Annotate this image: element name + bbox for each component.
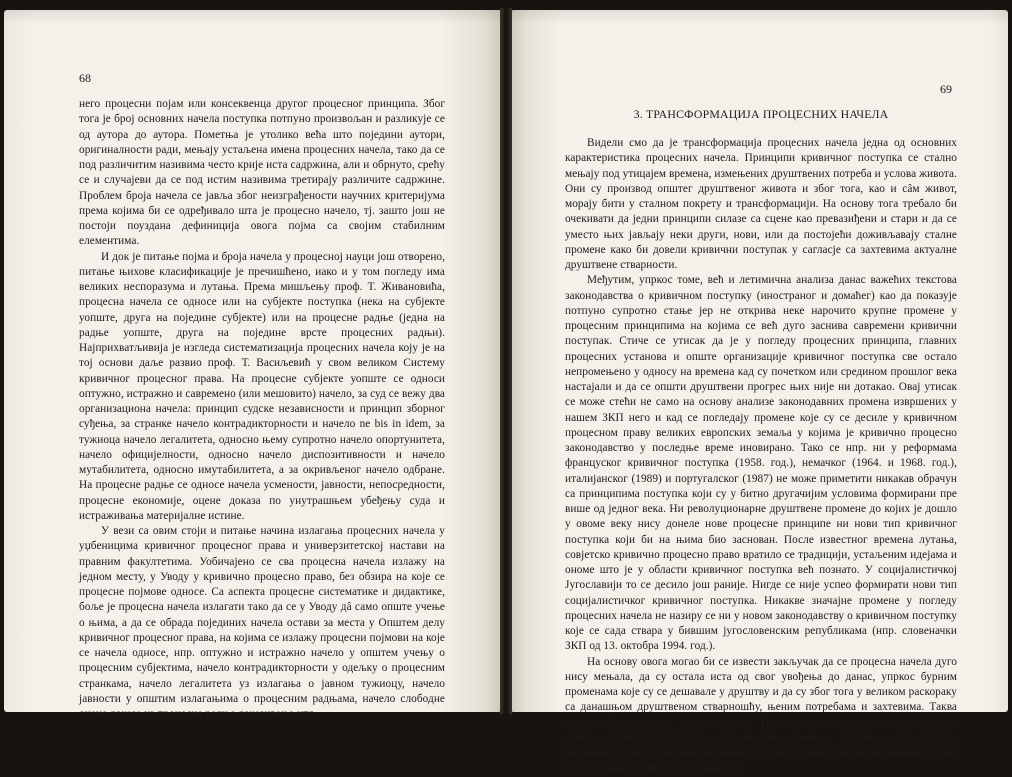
page-edge-shadow (512, 10, 1008, 24)
page-number: 68 (79, 71, 91, 85)
right-page (512, 10, 1008, 775)
left-page-body (79, 97, 445, 722)
right-page-body (565, 136, 957, 777)
paragraph: Видели смо да је трансформација процесних начела једна од основних карактеристика процесних начела. Принципи кривичног поступка се стално мењају под утицајем времена, измењених друштвених потреба и услова живота. Они су производ општег друштвеног живота и због тога, као и сâм живот, морају бити у сталном покрету и трансформацији. На основу тога требало би очекивати да једни принципи силазе са сцене као превазиђени и стари и да се уместо њих јављају неки други, нови, или да постојећи доживљавају сталне промене како би довели кривични поступак у сагласје са захтевима актуалне друштвене стварности. (565, 137, 957, 271)
left-page (4, 10, 500, 720)
page-edge-shadow (4, 10, 500, 24)
page-number: 69 (940, 82, 952, 96)
paragraph: На основу овога могао би се извести закључак да се процесна начела дуго нису мењала, да су остала иста од свог увођења до данас, упркос бурним променама које су се дешавале у друштву и да су због тога у великом раскораку са данашњом друштвеном стварношћу, њеним потребама и захтевима. Таква оцена, међутим, није потпуно тачна. Пажљивија анализа показује да су се начела кривичног поступка и без икаквих измена у законима, ипак стално, постепено и често неприметно мењала и тако прилагођавала савременом стању и потребама друштва. Чак и она нај- (565, 655, 957, 775)
paragraph: У вези са овим стоји и питање начина излагања процесних начела у уџбеницима кривичног процесног права и универзитетској настави на правним факултетима. Уобичајено се сва процесна начела излажу на једном месту, у Уводу у кривично процесно право, без обзира на које се процесне појмове односе. Са аспекта процесне систематике и дидактике, боље је процесна начела излагати тако да се у Уводу дâ само опште учење о њима, а да се обрада појединих начела остави за места у Општем делу кривичног процесног права, на којима се излажу процесни појмови на које се начела односе, нпр. оптужно и истражно начело у општем учењу о процесним субјектима, начело контрадикторности у одељку о процесним странкама, начело легалитета уз излагања о јавном тужиоцу, начело јавности у општим излагањима о процесним радњама, начело слободне оцене доказа уз процесне радње доказивања итд. (79, 525, 445, 720)
book-gutter (500, 8, 512, 714)
paragraph: Међутим, упркос томе, већ и летимична анализа данас важећих текстова законодавства о кривичном поступку (иностраног и домаћег) као да показује потпуно супротно стање јер не открива неке нарочито крупне промене у процесним принципима на којима се већ дуго заснива савремени кривични поступак. Стиче се утисак да је у погледу процесних принципа, главних процесних установа и опште организације кривичног поступка све остало непромењено у односу на времена кад су почетком или средином прошлог века настајали и да се општи друштвени прогрес њих није ни дотакао. Овај утисак се може стећи не само на основу анализе законодавних промена извршених у нашем ЗКП него и кад се погледају промене које су се десиле у кривичном процесном праву великих европских земаља у којима је кривично процесно законодавство у последње време иновирано. Тако се нпр. ни у реформама француског кривичног поступка (1958. год.), немачког (1964. и 1968. год.), италијанског (1989) и португалског (1987) не може приметити никакав обрачун са принципима поступка који су у битно другачијим условима формирани пре више од једног века. Ни револуционарне друштвене промене до којих је дошло у овоме веку нису донеле нове процесне принципе ни нови тип кривичног поступка који би на њима био заснован. После известног времена лутања, совјетско кривично процесно право вратило се традицији, устаљеним идејама и ономе што је у области кривичног поступка већ познато. У социјалистичкој Југославији то се десило још раније. Нигде се није успео формирати нови тип социјалистичког кривичног поступка. Никакве значајне промене у погледу процесних начела не назиру се ни у новом законодавству о кривичном поступку које се сада ствара у бившим југословенским републикама (нпр. словеначки ЗКП од 13. октобра 1994. год.). (565, 274, 957, 653)
paragraph: него процесни појам или консеквенца другог процесног принципа. Због тога је број основних начела поступка потпуно произвољан и разликује се од аутора до аутора. Пометња је утолико већа што поједини аутори, оригиналности ради, мењају устаљена имена процесних начела, тако да се под различитим називима често крије иста садржина, али и обрнуто, срећу се и случајеви да се под истим називима третирају различите садржине. Проблем броја начела се јавља због неизграђености научних критеријума према којима би се одређивало шта је процесно начело, тј. зашто још не постоји поуздана дефиниција овога појма са својим стабилним елементима. (79, 98, 445, 248)
paragraph: И док је питање појма и броја начела у процесној науци још отворено, питање њихове класификације је пречишћено, иако и у том погледу има великих неспоразума и лутања. Према мишљењу проф. Т. Живановића, процесна начела се односе или на субјекте поступка (нека на субјекте уопште, друга на поједине субјекте) или на процесне радње (једна на радње уопште, друга на поједине врсте процесних радњи). Најприхватљивија је изгледа систематизација процесних начела коју је на тој основи даље развио проф. Т. Васиљевић у свом великом Систему кривичног процесног права. На процесне субјекте уопште се односи оптужно, истражно и савремено (или мешовито) начело, за суд се вежу два организациона начела: принцип судске независности и принцип зборног суђења, за странке начело контрадикторности и начело ne bis in idem, за тужиоца начело легалитета, односно њему супротно начело опортунитета, начело официјелности, односно начело диспозитивности и начело мутабилитета, односно имутабилитета, а за окривљеног начело одбране. На процесне радње се односе начела усмености, јавности, непосредности, процесне економије, оцене доказа по унутрашњем убеђењу суда и истраживања материјалне истине. (79, 250, 445, 522)
chapter-title: 3. ТРАНСФОРМАЦИЈА ПРОЦЕСНИХ НАЧЕЛА (633, 107, 889, 121)
